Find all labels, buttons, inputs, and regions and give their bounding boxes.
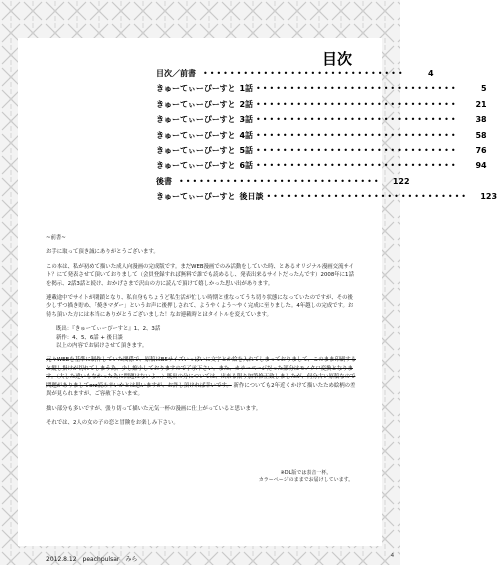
toc-leader-dots: •••••••••••••••••••••••••••••• — [256, 130, 458, 140]
toc-entry-label: きゅーてぃーぴーすと — [156, 145, 236, 155]
toc-entry-label: きゅーてぃーぴーすと — [156, 130, 236, 140]
preface-paragraph — [46, 356, 356, 398]
toc-leader-dots: •••••••••••••••••••••••••••••• — [256, 84, 458, 94]
toc-leader-dots: •••••••••••••••••••••••••••••• — [256, 115, 458, 125]
toc-entry-label: きゅーてぃーぴーすと — [156, 192, 236, 202]
toc-leader-dots: •••••••••••••••••••••••••••••• — [256, 161, 458, 171]
toc-entry-chapter: 1話 — [239, 84, 254, 94]
preface-paragraph: この本は、私が初めて描いた成人向漫画の完成版です。まだWEB漫画でのみ活動をしていた時、とあるオリジナル漫画交流サイト？にて発表させて頂いておりまして（会員登録すれば無料で誰でも読めるし、発表出来るサイトだったんです）2008年に1話を掲示、2話3話と続け、おかげさまで沢山の方に読んで頂けて嬉しかった思い出があります。 — [46, 263, 354, 287]
toc-entry — [156, 99, 487, 114]
toc-entry-chapter: 2話 — [239, 99, 254, 109]
toc-leader-dots: •••••••••••••••••••••••••••••• — [266, 192, 469, 202]
note-line: カラーページのままでお届けしています。 — [258, 477, 354, 484]
toc-entry — [156, 160, 487, 175]
toc-entry-label: きゅーてぃーぴーすと — [156, 161, 236, 171]
contents-list-item: 新作：4、5、6話 + 後日談 — [56, 334, 123, 341]
toc-leader-dots: •••••••••••••••••••••••••••••• — [203, 69, 405, 78]
preface-heading: ~前書~ — [46, 235, 66, 241]
toc-entry-label: きゅーてぃーぴーすと — [156, 84, 236, 94]
toc-entry-page: 76 — [475, 145, 487, 155]
toc-entry — [156, 83, 487, 98]
toc-entry-label: きゅーてぃーぴーすと — [156, 115, 236, 125]
toc-entry-page: 94 — [475, 161, 487, 171]
preface-paragraph: 拙い部分も多いですが、張り切って描いた元気一杯の漫画に仕上がっていると思います。 — [46, 405, 262, 412]
preface-paragraph: 連載途中でサイトが閉鎖となり、私自身もちょうど私生活が忙しい時期と重なってうち切り状態になっていたのですが、その後少しずつ描き貯め、「焼きマダー」というお声に後押しされて、ようやくよう～やく完成に至りました。4年越しの完成です。お待ち頂いた方には本当にありがとうございました！なお連載時とはタイトルを変えています。 — [46, 295, 354, 318]
toc-entry-label: 後書 — [156, 176, 172, 186]
note-line: ※DL版では表音一杯。 — [280, 470, 332, 476]
toc-entry-label: 目次／前書 — [156, 69, 196, 78]
toc-entry — [156, 145, 487, 160]
contents-list-item: 既出：『きゅーてぃーぴーすと』1、2、3話 — [56, 326, 161, 333]
preface-text: 新作についても2年近くかけて描いたため絵柄の差異が見られますが、ご容赦下さいませ。 — [46, 382, 356, 398]
toc-entry-chapter: 後日談 — [239, 192, 264, 202]
toc-title: 目次 — [321, 50, 352, 68]
toc-entry-chapter: 4話 — [239, 130, 254, 140]
toc-leader-dots: •••••••••••••••••••••••••••••• — [256, 99, 458, 109]
toc-entry-chapter: 5話 — [239, 145, 254, 155]
preface-struck-text: 元々WEBを基準に制作していた関係で、原稿はB5サイズいっぱいに文字とか絵を入れてしまっておりまして、このまま印刷すると縦し掛けが切れてしまう為、少し縮小しておりますので了承下さい。また、カラーページだった部分はモノクロ変換となります。（大した違いもなかった為に問題はないよ…）既出の分については、出来る限り加筆修正致しましたが、何分古い原稿なので問題がありましてorz読み辛いかとは思いますが、お許し頂ければ幸いです。 — [46, 357, 357, 389]
toc-entry — [156, 191, 497, 206]
toc-entry-page: 58 — [475, 130, 487, 140]
contents-list — [46, 325, 356, 350]
dl-edition-note — [246, 470, 366, 485]
toc-entry-chapter: 3話 — [239, 115, 254, 125]
preface-paragraph: それでは、2人の女の子の恋と冒険をお楽しみ下さい。 — [46, 419, 179, 426]
toc-entry-page: 5 — [481, 84, 487, 94]
toc-leader-dots: •••••••••••••••••••••••••••••• — [179, 176, 381, 186]
toc-leader-dots: •••••••••••••••••••••••••••••• — [256, 145, 458, 155]
preface-body — [46, 234, 356, 433]
toc-entry — [156, 68, 434, 83]
content-sheet — [18, 38, 497, 563]
preface-paragraph: お手に取って頂き誠にありがとうございます。 — [46, 249, 159, 256]
toc-entry-page: 123 — [480, 192, 497, 202]
page-number: 4 — [390, 553, 394, 559]
signature: 2012.8.12 peachpulsar みら — [46, 556, 138, 563]
toc-entry-page: 122 — [392, 176, 410, 186]
toc-entry-page: 38 — [475, 115, 487, 125]
contents-list-item: 以上の内容でお届けさせて頂きます。 — [56, 343, 148, 350]
toc-entry-page: 4 — [427, 69, 434, 78]
toc-entry-label: きゅーてぃーぴーすと — [156, 99, 236, 109]
toc-entry — [156, 130, 487, 145]
toc-entry — [156, 114, 487, 129]
toc-entry — [156, 176, 410, 191]
toc-entry-chapter: 6話 — [239, 161, 254, 171]
table-of-contents — [156, 68, 497, 207]
toc-entry-page: 21 — [475, 99, 487, 109]
